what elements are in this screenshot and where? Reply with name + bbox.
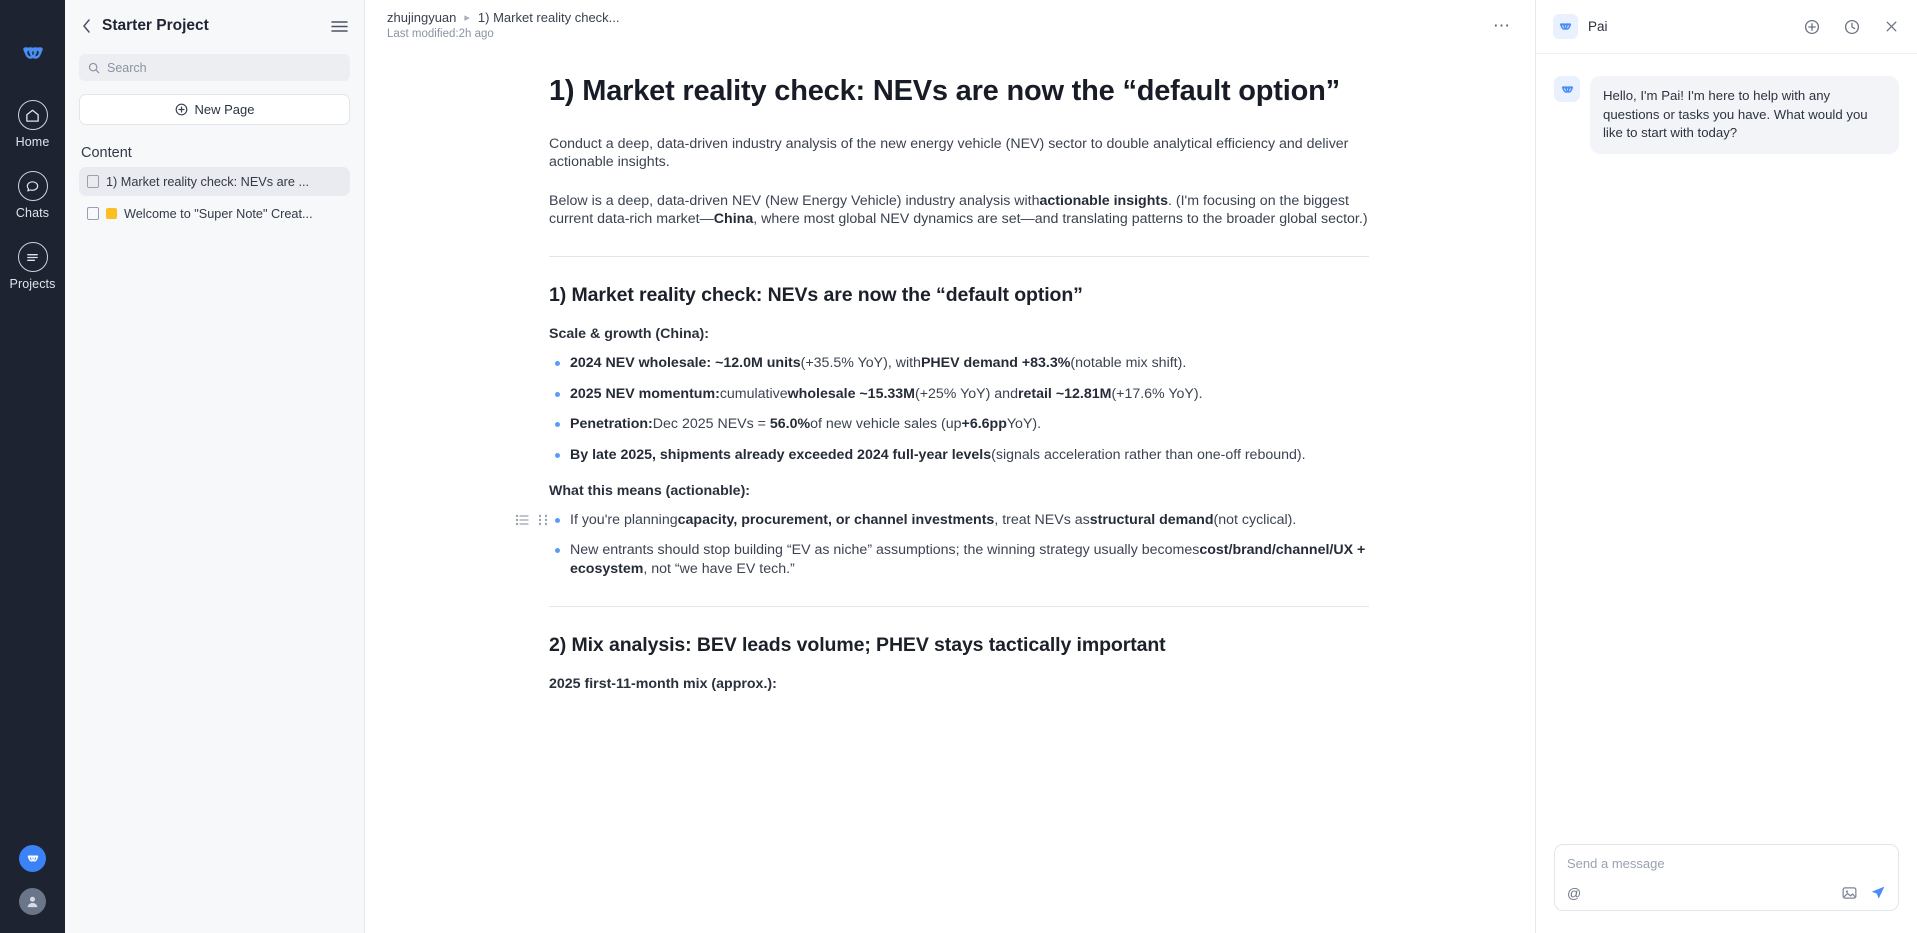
bullet-text: (+17.6% YoY). <box>1111 385 1203 402</box>
section-2-sub-1: 2025 first-11-month mix (approx.): <box>549 676 777 693</box>
content-section-label: Content <box>81 145 132 161</box>
breadcrumb-current[interactable]: 1) Market reality check... <box>477 10 620 25</box>
bullet-bold: 2025 NEV momentum: <box>570 385 720 402</box>
divider <box>549 606 1369 607</box>
sidebar-page-item-welcome[interactable] <box>79 199 350 228</box>
search-icon <box>88 62 100 74</box>
sidebar-page-label: Welcome to "Super Note" Creat... <box>124 206 313 221</box>
bullet-bold: 2024 NEV wholesale: ~12.0M units <box>570 355 801 372</box>
sidebar-header <box>79 0 350 52</box>
bullet-bold: PHEV demand +83.3% <box>920 355 1071 372</box>
assistant-avatar-icon <box>1554 76 1580 102</box>
divider <box>549 256 1369 257</box>
section-1-bullet-list-2 <box>549 511 1369 578</box>
project-sidebar <box>65 0 365 933</box>
block-handles <box>515 514 548 526</box>
intro-paragraph-2 <box>549 192 1369 228</box>
section-2-heading: 2) Mix analysis: BEV leads volume; PHEV stays tactically important <box>549 634 1166 657</box>
chat-composer[interactable] <box>1554 844 1899 911</box>
search-box[interactable] <box>79 54 350 81</box>
plus-circle-icon <box>175 103 188 116</box>
projects-icon <box>18 242 48 272</box>
bullet-bold: +6.6pp <box>961 416 1007 433</box>
bullet-text: (signals acceleration rather than one-off rebound). <box>991 446 1306 463</box>
rail-label-projects: Projects <box>9 277 56 291</box>
list-format-icon[interactable] <box>515 514 529 526</box>
composer-actions <box>1842 885 1886 901</box>
home-icon <box>18 100 48 130</box>
intro-paragraph-1: Conduct a deep, data-driven industry analysis of the new energy vehicle (NEV) sector to double analytical efficiency and deliver actionable insights. <box>549 135 1349 170</box>
new-page-button[interactable] <box>79 94 350 125</box>
more-options-icon[interactable]: ⋯ <box>1493 16 1511 35</box>
bullet-bold: retail ~12.81M <box>1017 385 1112 402</box>
intro-text-b: actionable insights <box>1039 192 1168 209</box>
bullet-bold: structural demand <box>1089 512 1214 528</box>
sidebar-page-item-market-reality-check[interactable] <box>79 167 350 196</box>
search-input[interactable] <box>107 61 341 75</box>
chat-message-list <box>1536 54 1917 844</box>
bullet-text: , not “we have EV tech.” <box>643 560 795 577</box>
chat-header <box>1536 0 1917 54</box>
list-item <box>549 385 1369 403</box>
intro-text-c: . (I'm focusing on the biggest current data-rich market— <box>549 192 1349 228</box>
page-title: 1) Market reality check: NEVs are now the “default option” <box>549 75 1340 107</box>
infinity-logo-icon <box>16 36 50 70</box>
hamburger-menu-icon[interactable] <box>331 20 350 33</box>
bullet-text: Dec 2025 NEVs = <box>652 416 770 433</box>
bullet-bold: By late 2025, shipments already exceeded 2024 full-year levels <box>570 446 992 463</box>
image-attach-icon[interactable] <box>1842 886 1857 900</box>
new-page-label: New Page <box>194 102 255 117</box>
chevron-left-icon[interactable] <box>79 17 94 35</box>
intro-text-d: China <box>713 211 754 228</box>
intro-text-e: , where most global NEV dynamics are set—and translating patterns to the broader global sector.) <box>753 211 1368 228</box>
rail-label-chats: Chats <box>15 206 50 220</box>
bullet-text: (not cyclical). <box>1213 512 1297 528</box>
list-item <box>549 446 1369 464</box>
pai-logo-icon <box>1553 14 1578 39</box>
chat-message-text: Hello, I'm Pai! I'm here to help with any questions or tasks you have. What would you like to start with today? <box>1590 76 1899 154</box>
chat-icon <box>18 171 48 201</box>
chat-assistant-name: Pai <box>1588 19 1608 34</box>
bullet-text: (+35.5% YoY), with <box>800 355 921 372</box>
breadcrumb-root[interactable]: zhujingyuan <box>387 10 457 25</box>
list-item <box>549 541 1369 578</box>
section-1-sub-2: What this means (actionable): <box>549 483 751 499</box>
chat-message <box>1554 76 1899 154</box>
drag-handle-icon[interactable] <box>538 514 548 526</box>
at-mention-icon[interactable]: @ <box>1567 885 1582 901</box>
document-icon <box>87 175 99 188</box>
last-modified-text: Last modified:2h ago <box>387 28 494 40</box>
send-icon[interactable] <box>1870 885 1886 901</box>
document-topbar <box>365 0 1535 54</box>
document-body <box>549 70 1369 732</box>
document-scroll-area[interactable] <box>365 54 1535 933</box>
document-pane <box>365 0 1535 933</box>
sidebar-page-label: 1) Market reality check: NEVs are ... <box>106 174 310 189</box>
project-title: Starter Project <box>102 17 209 34</box>
bullet-text: , treat NEVs as <box>994 512 1090 528</box>
chat-panel <box>1535 0 1917 933</box>
bullet-bold: Penetration: <box>570 416 653 433</box>
bullet-text: cumulative <box>719 385 788 402</box>
left-nav-rail <box>0 0 65 933</box>
rail-item-chats[interactable] <box>7 171 59 220</box>
bullet-bold: capacity, procurement, or channel investments <box>677 512 995 528</box>
section-1-sub-1: Scale & growth (China): <box>549 326 710 343</box>
rail-label-home: Home <box>15 135 50 149</box>
close-icon[interactable] <box>1884 19 1899 34</box>
bullet-bold: cost/brand/channel/UX + ecosystem <box>570 542 1366 577</box>
bullet-text: (notable mix shift). <box>1070 355 1187 372</box>
user-avatar[interactable] <box>19 888 46 915</box>
composer-toolbar <box>1567 885 1886 901</box>
bullet-bold: wholesale ~15.33M <box>787 385 916 402</box>
history-clock-icon[interactable] <box>1844 19 1860 35</box>
plus-circle-icon[interactable] <box>1804 19 1820 35</box>
bullet-text: New entrants should stop building “EV as niche” assumptions; the winning strategy usually becomes <box>570 542 1200 559</box>
document-icon <box>87 207 99 220</box>
bullet-text: of new vehicle sales (up <box>810 416 962 433</box>
list-item <box>549 354 1369 372</box>
bullet-bold: 56.0% <box>769 416 811 433</box>
list-item <box>549 415 1369 433</box>
intro-text-a: Below is a deep, data-driven NEV (New Energy Vehicle) industry analysis with <box>549 192 1040 209</box>
bullet-text: YoY). <box>1006 416 1042 433</box>
section-1-heading: 1) Market reality check: NEVs are now the “default option” <box>549 284 1083 307</box>
rail-item-projects[interactable] <box>7 242 59 291</box>
chat-input-placeholder[interactable]: Send a message <box>1567 856 1665 871</box>
chevron-right-icon: ▸ <box>464 12 470 24</box>
rail-item-home[interactable] <box>7 100 59 149</box>
section-1-bullet-list-1 <box>549 354 1369 464</box>
yellow-square-icon <box>106 208 117 219</box>
bullet-text: (+25% YoY) and <box>915 385 1018 402</box>
bullet-text: If you're planning <box>570 512 678 528</box>
bot-avatar[interactable] <box>19 845 46 872</box>
rail-bottom-group <box>19 845 46 915</box>
breadcrumb <box>387 10 620 40</box>
list-item <box>549 511 1369 529</box>
